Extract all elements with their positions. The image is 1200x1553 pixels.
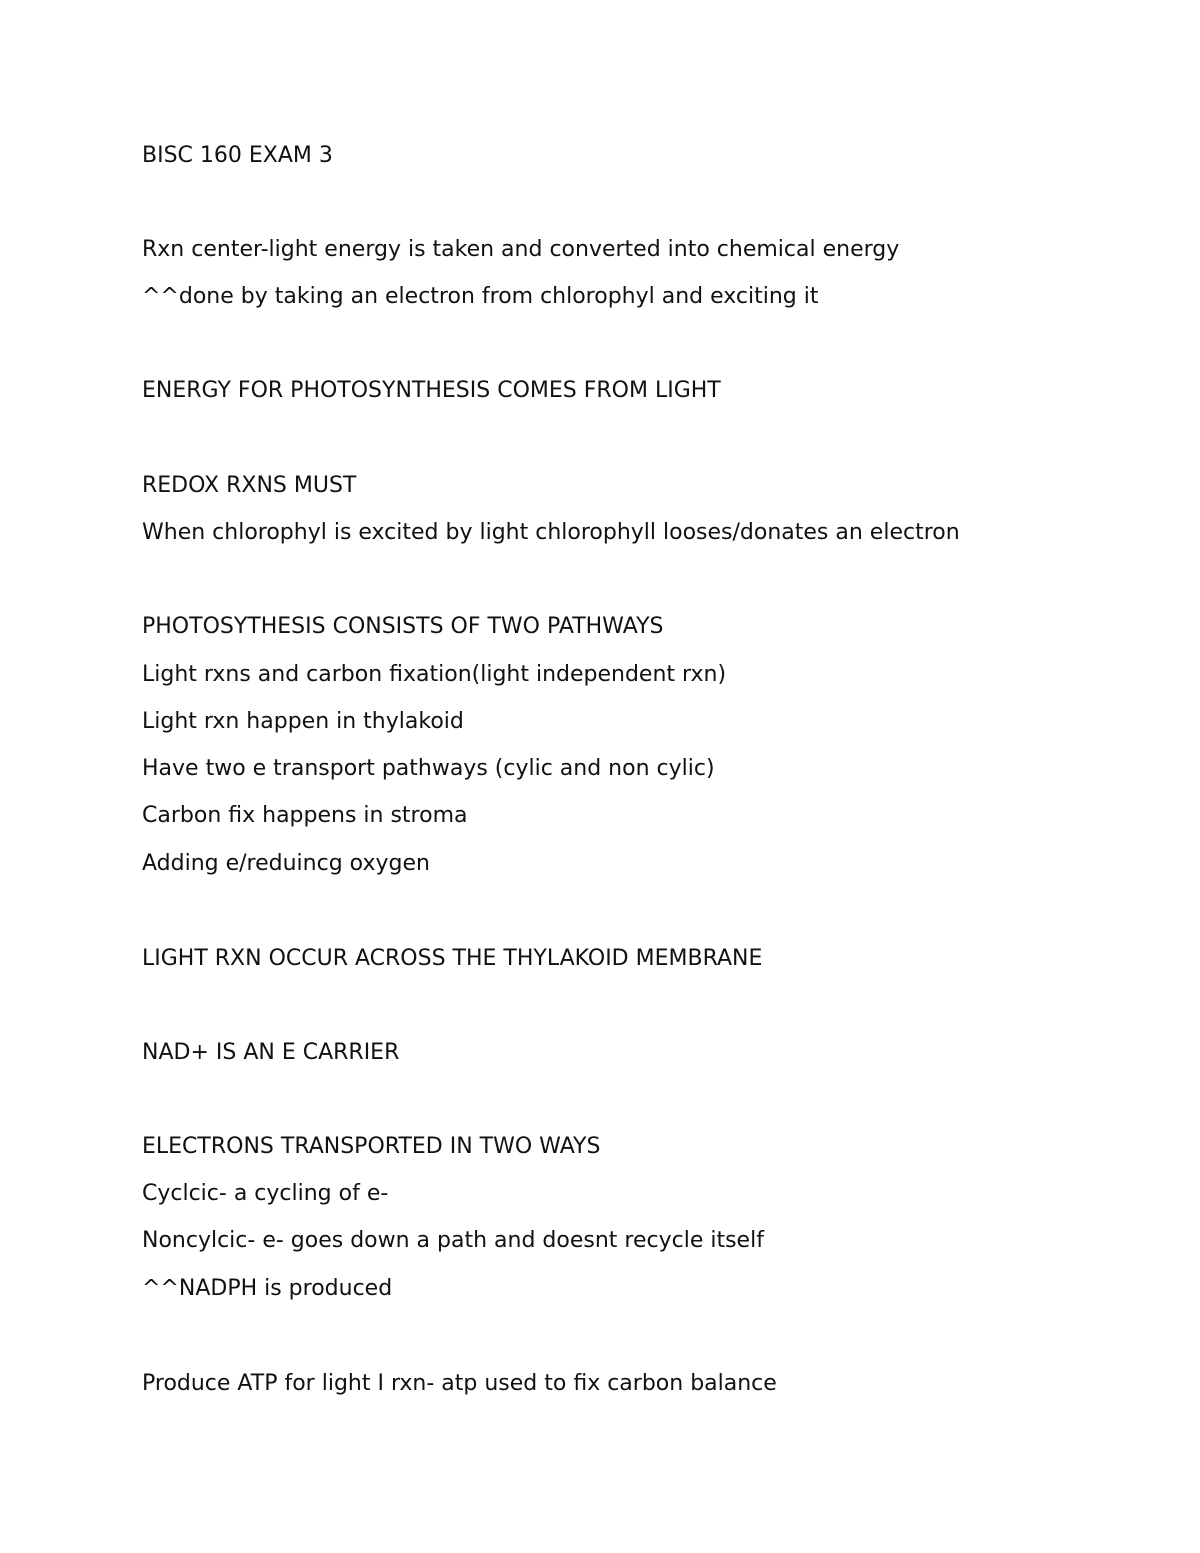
section-heading: ELECTRONS TRANSPORTED IN TWO WAYS (142, 1134, 601, 1159)
text-line: ^^NADPH is produced (142, 1276, 393, 1301)
text-line: When chlorophyl is excited by light chlorophyll looses/donates an electron (142, 520, 960, 545)
document-title: BISC 160 EXAM 3 (142, 143, 333, 168)
text-line: Cyclcic- a cycling of e- (142, 1181, 389, 1206)
text-line: Noncylcic- e- goes down a path and doesnt recycle itself (142, 1228, 764, 1253)
text-line: ^^done by taking an electron from chlorophyl and exciting it (142, 284, 819, 309)
text-line: Carbon fix happens in stroma (142, 803, 468, 828)
text-line: Have two e transport pathways (cylic and non cylic) (142, 756, 715, 781)
section-heading: ENERGY FOR PHOTOSYNTHESIS COMES FROM LIGHT (142, 378, 721, 403)
text-line: Light rxn happen in thylakoid (142, 709, 464, 734)
section-heading: REDOX RXNS MUST (142, 473, 357, 498)
text-line: Rxn center-light energy is taken and converted into chemical energy (142, 237, 900, 262)
text-line: Produce ATP for light I rxn- atp used to fix carbon balance (142, 1371, 777, 1396)
text-line: Adding e/reduincg oxygen (142, 851, 430, 876)
section-heading: NAD+ IS AN E CARRIER (142, 1040, 400, 1065)
section-heading: LIGHT RXN OCCUR ACROSS THE THYLAKOID MEMBRANE (142, 946, 763, 971)
section-heading: PHOTOSYTHESIS CONSISTS OF TWO PATHWAYS (142, 614, 664, 639)
text-line: Light rxns and carbon fixation(light independent rxn) (142, 662, 727, 687)
